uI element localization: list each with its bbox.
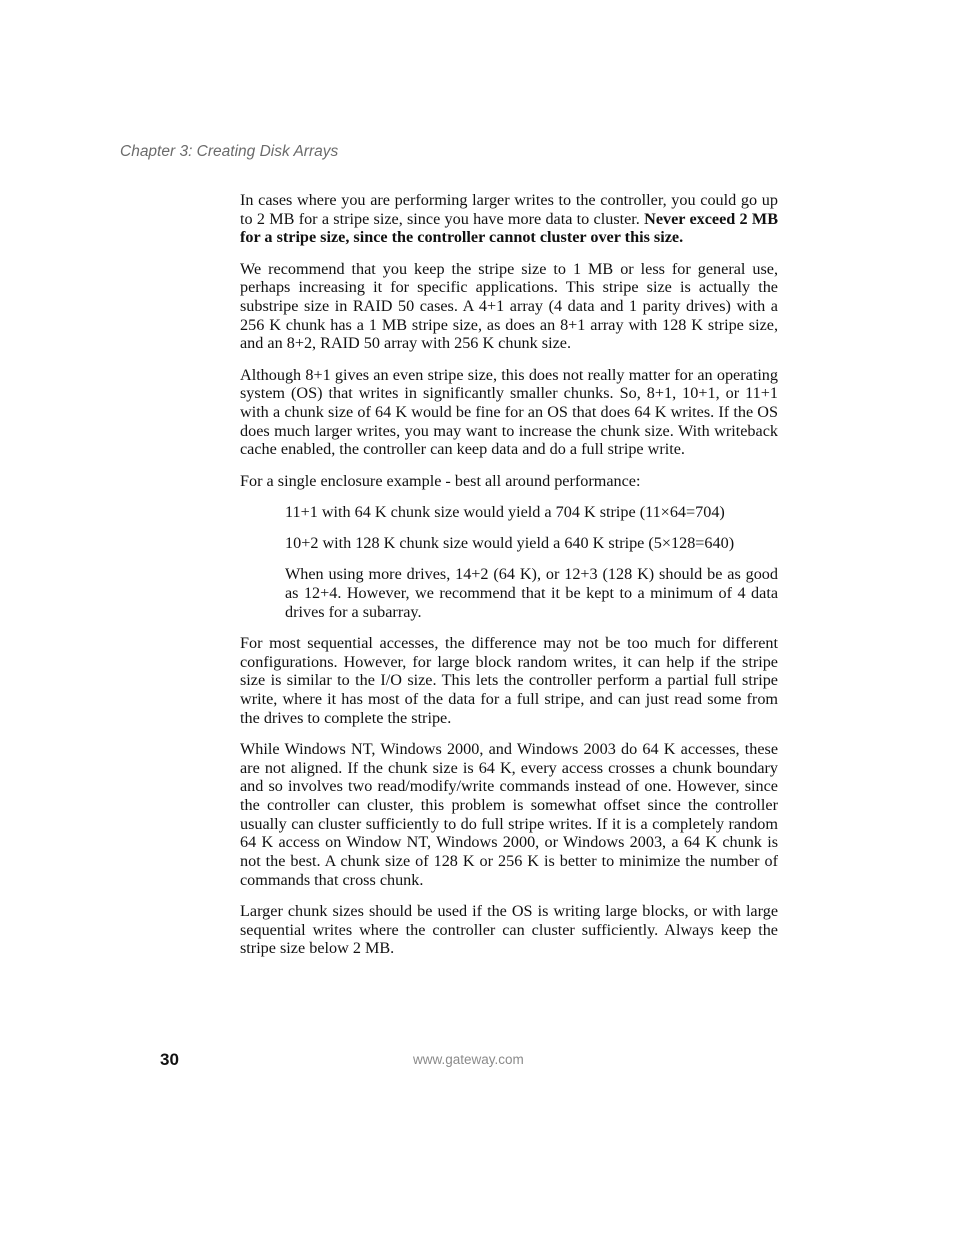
paragraph-recommendation: We recommend that you keep the stripe size to 1 MB or less for general use, perhaps increasing it for specific applications. This stripe size is actually the substripe size in RAID 50 cases. A 4+1 array (4 data and 1 parity drives) with a 256 K chunk has a 1 MB stripe size, as does an 8+1 array with 128 K stripe size, and an 8+2, RAID 50 array with 256 K chunk size.	[240, 259, 778, 353]
footer-url: www.gateway.com	[413, 1052, 524, 1067]
paragraph-larger-chunks: Larger chunk sizes should be used if the OS is writing large blocks, or with large sequential writes where the controller can cluster sufficiently. Always keep the stripe size below 2 MB.	[240, 902, 778, 958]
example-item-3: When using more drives, 14+2 (64 K), or 12+3 (128 K) should be as good as 12+4. However, we recommend that it be kept to a minimum of 4 data drives for a subarray.	[285, 565, 778, 621]
paragraph-even-stripe: Although 8+1 gives an even stripe size, this does not really matter for an operating system (OS) that writes in significantly smaller chunks. So, 8+1, 10+1, or 11+1 with a chunk size of 64 K would be fine for an OS that does 64 K writes. If the OS does much larger writes, you may want to increase the chunk size. With writeback cache enabled, the controller can keep data and do a full stripe write.	[240, 365, 778, 459]
paragraph-sequential-access: For most sequential accesses, the difference may not be too much for different configurations. However, for large block random writes, it can help if the stripe size is similar to the I/O size. This lets the controller perform a partial full stripe write, where it has most of the data for a full stripe, and can just read some from the drives to complete the stripe.	[240, 633, 778, 727]
paragraph-windows-access: While Windows NT, Windows 2000, and Windows 2003 do 64 K accesses, these are not aligned. If the chunk size is 64 K, every access crosses a chunk boundary and so involves two read/modify/write commands instead of one. However, since the controller can cluster, this problem is somewhat offset since the controller usually can cluster sufficiently to do full stripe writes. If it is a completely random 64 K access on Window NT, Windows 2000, or Windows 2003, a 64 K chunk is not the best. A chunk size of 128 K or 256 K is better to minimize the number of commands that cross chunk.	[240, 739, 778, 889]
paragraph-stripe-size-limit	[240, 191, 778, 247]
example-item-2: 10+2 with 128 K chunk size would yield a 640 K stripe (5×128=640)	[285, 534, 735, 553]
body-text	[240, 191, 778, 971]
paragraph-text: In cases where you are performing larger writes to the controller, you could go up to 2 MB for a stripe size, since you have more data to cluster.	[240, 191, 778, 228]
paragraph-example-intro: For a single enclosure example - best all around performance:	[240, 471, 641, 490]
running-head: Chapter 3: Creating Disk Arrays	[120, 143, 339, 160]
example-item-1: 11+1 with 64 K chunk size would yield a 704 K stripe (11×64=704)	[285, 502, 725, 521]
bold-warning: Never exceed 2 MB for a stripe size, since the controller cannot cluster over this size.	[240, 209, 778, 247]
page-number: 30	[160, 1050, 179, 1069]
